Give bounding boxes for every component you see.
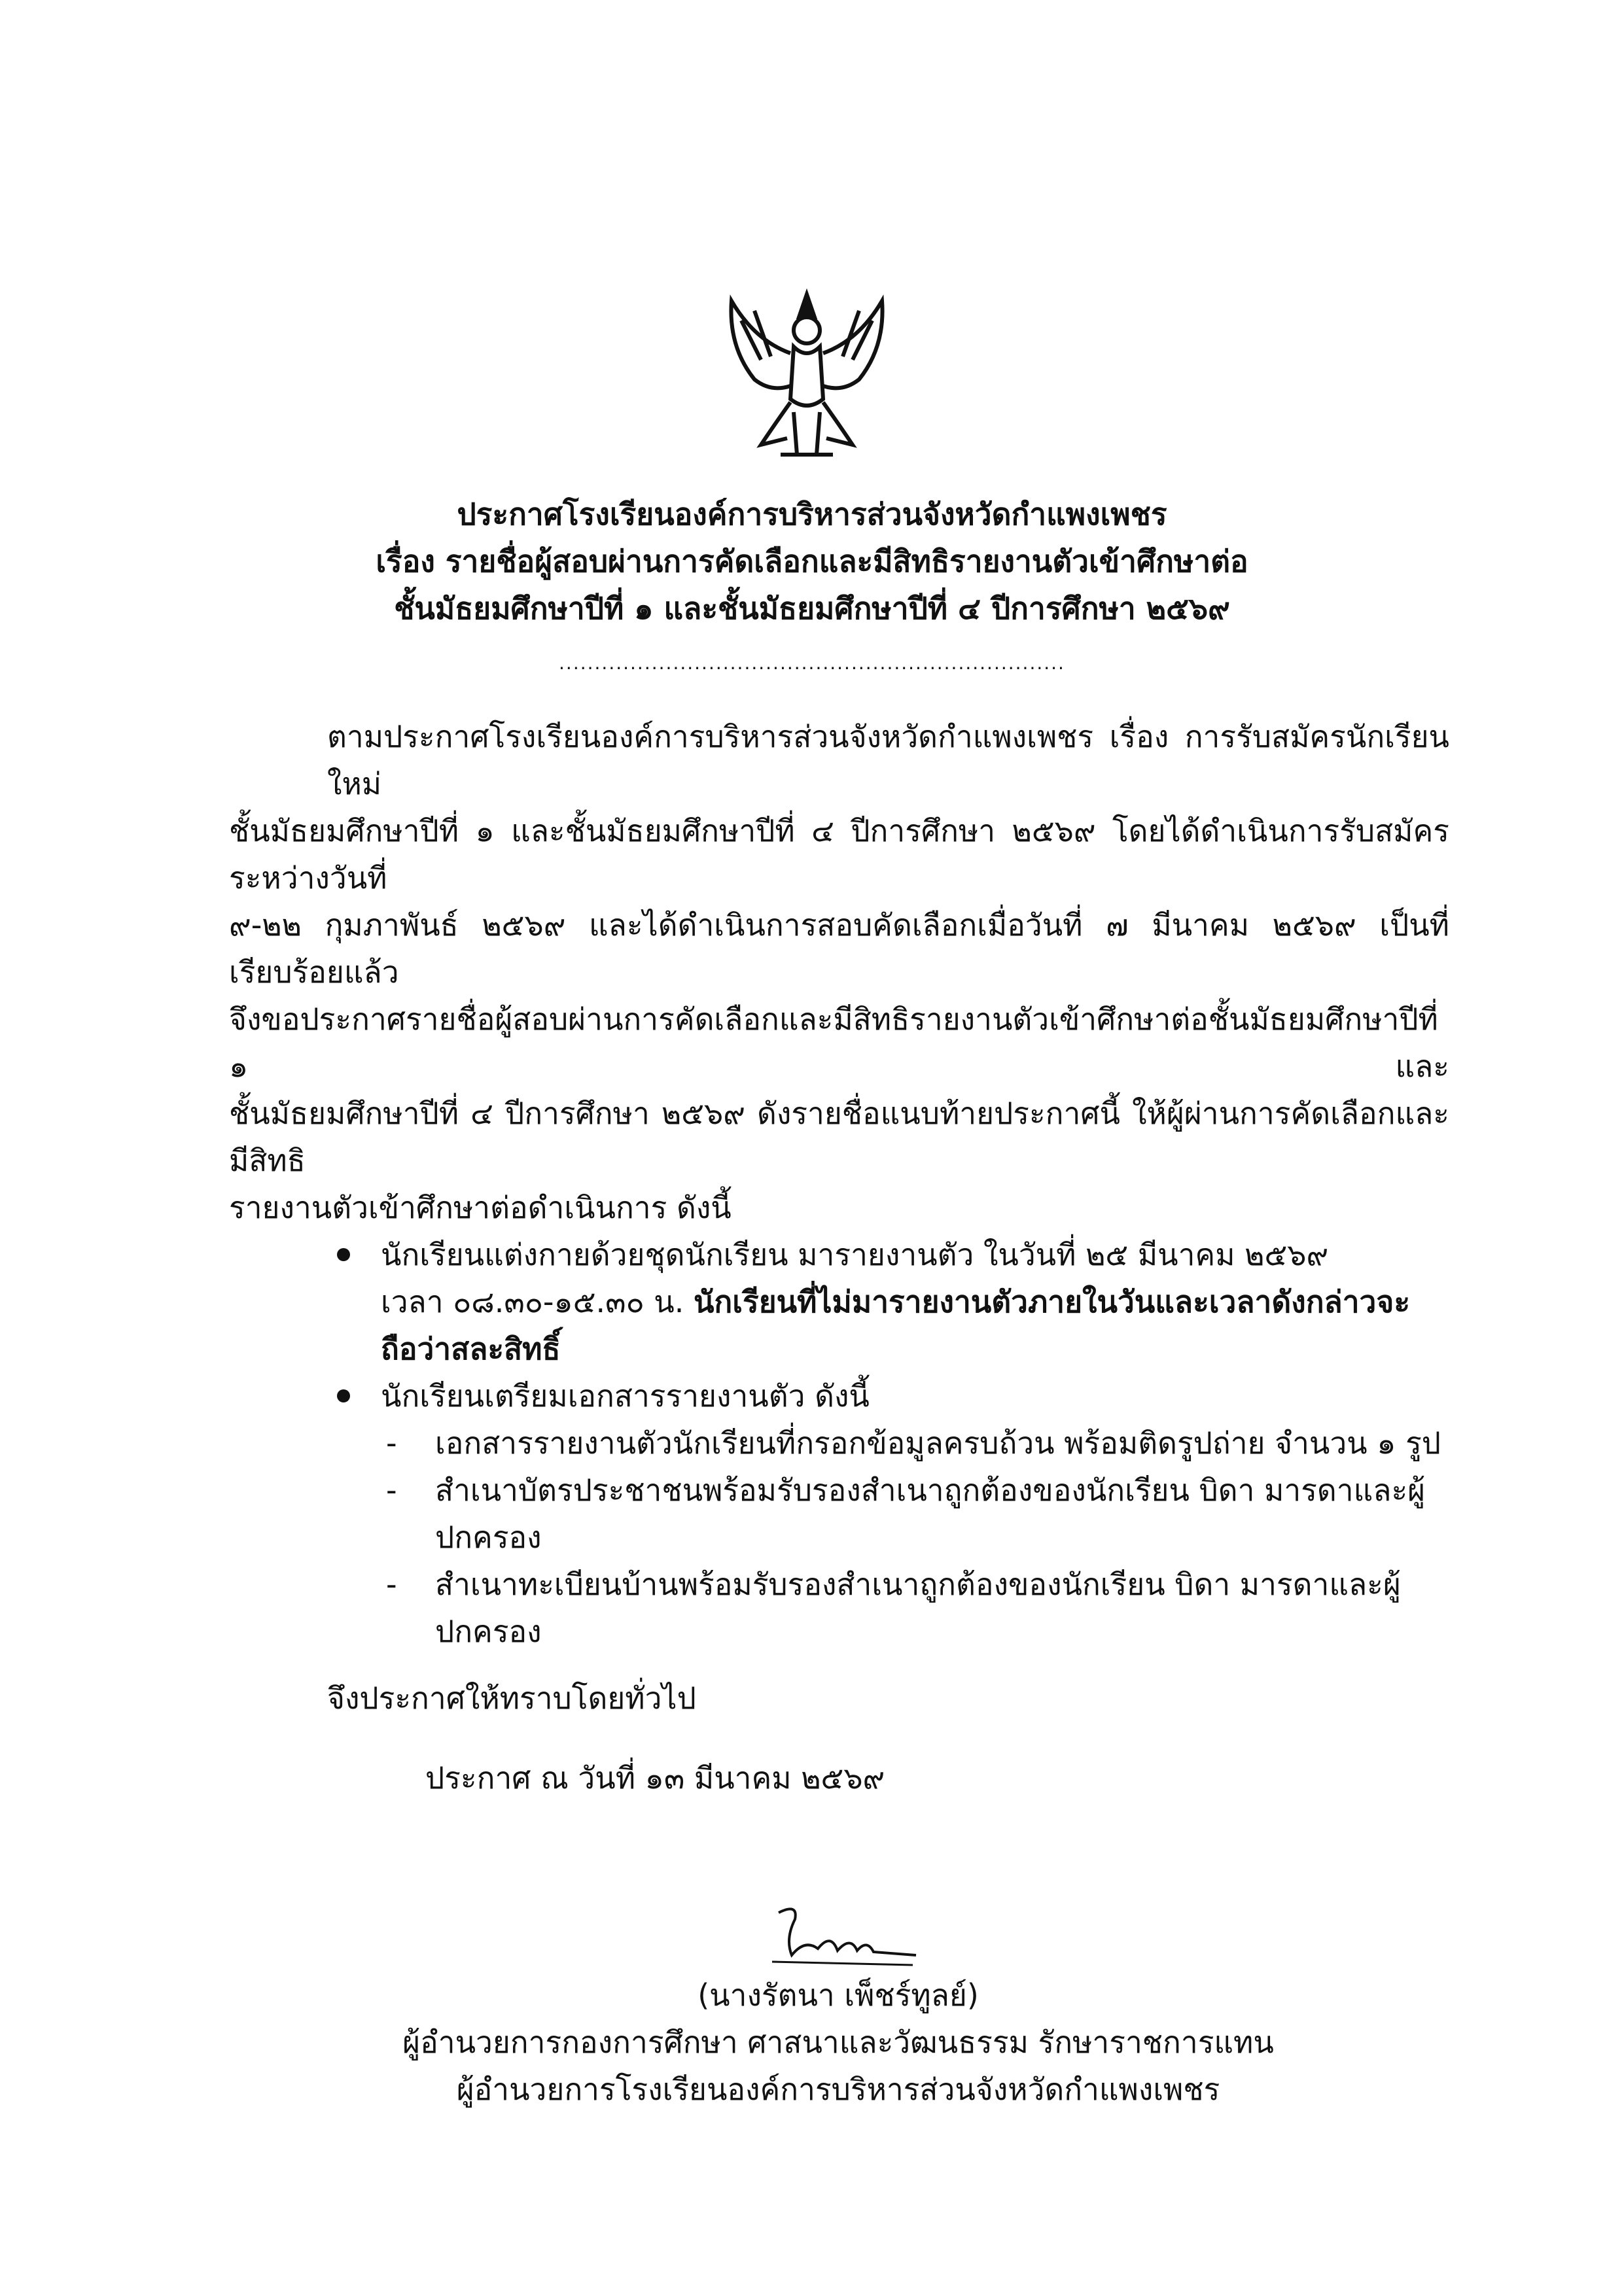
bullet-documents: นักเรียนเตรียมเอกสารรายงานตัว ดังนี้ [381,1378,870,1414]
bullet-icon [337,1248,350,1261]
paragraph-line: ชั้นมัธยมศึกษาปีที่ ๑ และชั้นมัธยมศึกษาปีที่ ๔ ปีการศึกษา ๒๕๖๙ โดยได้ดำเนินการรับสมัครระหว่างวันที่ [229,813,1449,896]
document-item: เอกสารรายงานตัวนักเรียนที่กรอกข้อมูลครบถ้วน พร้อมติดรูปถ่าย จำนวน ๑ รูป [435,1425,1441,1461]
signatory-position-line-2: ผู้อำนวยการโรงเรียนองค์การบริหารส่วนจังหวัดกำแพงเพชร [456,2072,1220,2107]
paragraph-line: รายงานตัวเข้าศึกษาต่อดำเนินการ ดังนี้ [229,1190,732,1225]
bullet-item [229,1372,1449,1419]
title-line-2: เรื่อง รายชื่อผู้สอบผ่านการคัดเลือกและมีสิทธิรายงานตัวเข้าศึกษาต่อ [376,544,1248,579]
bullet-item [229,1231,1449,1372]
paragraph-line: ๙-๒๒ กุมภาพันธ์ ๒๕๖๙ และได้ดำเนินการสอบคัดเลือกเมื่อวันที่ ๗ มีนาคม ๒๕๖๙ เป็นที่เรียบร้อยแล้ว [229,907,1449,990]
signature-icon [759,1900,923,1972]
signatory-position-line-1: ผู้อำนวยการกองการศึกษา ศาสนาและวัฒนธรรม รักษาราชการแทน [402,2025,1274,2060]
document-row [229,1561,1449,1655]
announcement-date: ประกาศ ณ วันที่ ๑๓ มีนาคม ๒๕๖๙ [425,1760,885,1796]
signatory-name: (นางรัตนา เพ็ชร์ทูลย์) [697,1977,979,2013]
dash: - [386,1425,397,1461]
bullet-icon [337,1389,350,1402]
document-item: สำเนาทะเบียนบ้านพร้อมรับรองสำเนาถูกต้องของนักเรียน บิดา มารดาและผู้ปกครอง [435,1567,1401,1649]
report-time: เวลา ๐๘.๓๐-๑๕.๓๐ น. [381,1284,694,1319]
document-row [229,1467,1449,1561]
closing-text: จึงประกาศให้ทราบโดยทั่วไป [327,1680,696,1716]
document-row [229,1419,1449,1467]
forfeit-warning: นักเรียนที่ไม่มารายงานตัวภายในวันและเวลาดังกล่าวจะถือว่าสละสิทธิ์ [381,1284,1411,1366]
dash: - [386,1567,397,1602]
bullet-report-day: นักเรียนแต่งกายด้วยชุดนักเรียน มารายงานตัว ในวันที่ ๒๕ มีนาคม ๒๕๖๙ [381,1237,1329,1272]
paragraph-line: จึงขอประกาศรายชื่อผู้สอบผ่านการคัดเลือกและมีสิทธิรายงานตัวเข้าศึกษาต่อชั้นมัธยมศึกษาปีที่ ๑ และ [229,1001,1449,1084]
dash: - [386,1472,397,1508]
document-item: สำเนาบัตรประชาชนพร้อมรับรองสำเนาถูกต้องของนักเรียน บิดา มารดาและผู้ปกครอง [435,1472,1426,1555]
bullet-report-time [381,1278,1449,1372]
garuda-emblem-icon [715,288,898,464]
paragraph-line: ตามประกาศโรงเรียนองค์การบริหารส่วนจังหวัดกำแพงเพชร เรื่อง การรับสมัครนักเรียนใหม่ [327,719,1449,801]
title-line-1: ประกาศโรงเรียนองค์การบริหารส่วนจังหวัดกำแพงเพชร [457,496,1167,532]
title-line-3: ชั้นมัธยมศึกษาปีที่ ๑ และชั้นมัธยมศึกษาปีที่ ๔ ปีการศึกษา ๒๕๖๙ [394,591,1230,626]
paragraph-line: ชั้นมัธยมศึกษาปีที่ ๔ ปีการศึกษา ๒๕๖๙ ดังรายชื่อแนบท้ายประกาศนี้ ให้ผู้ผ่านการคัดเลือกและมีสิทธิ [229,1096,1449,1178]
separator: ....................................................................... [559,652,1065,674]
